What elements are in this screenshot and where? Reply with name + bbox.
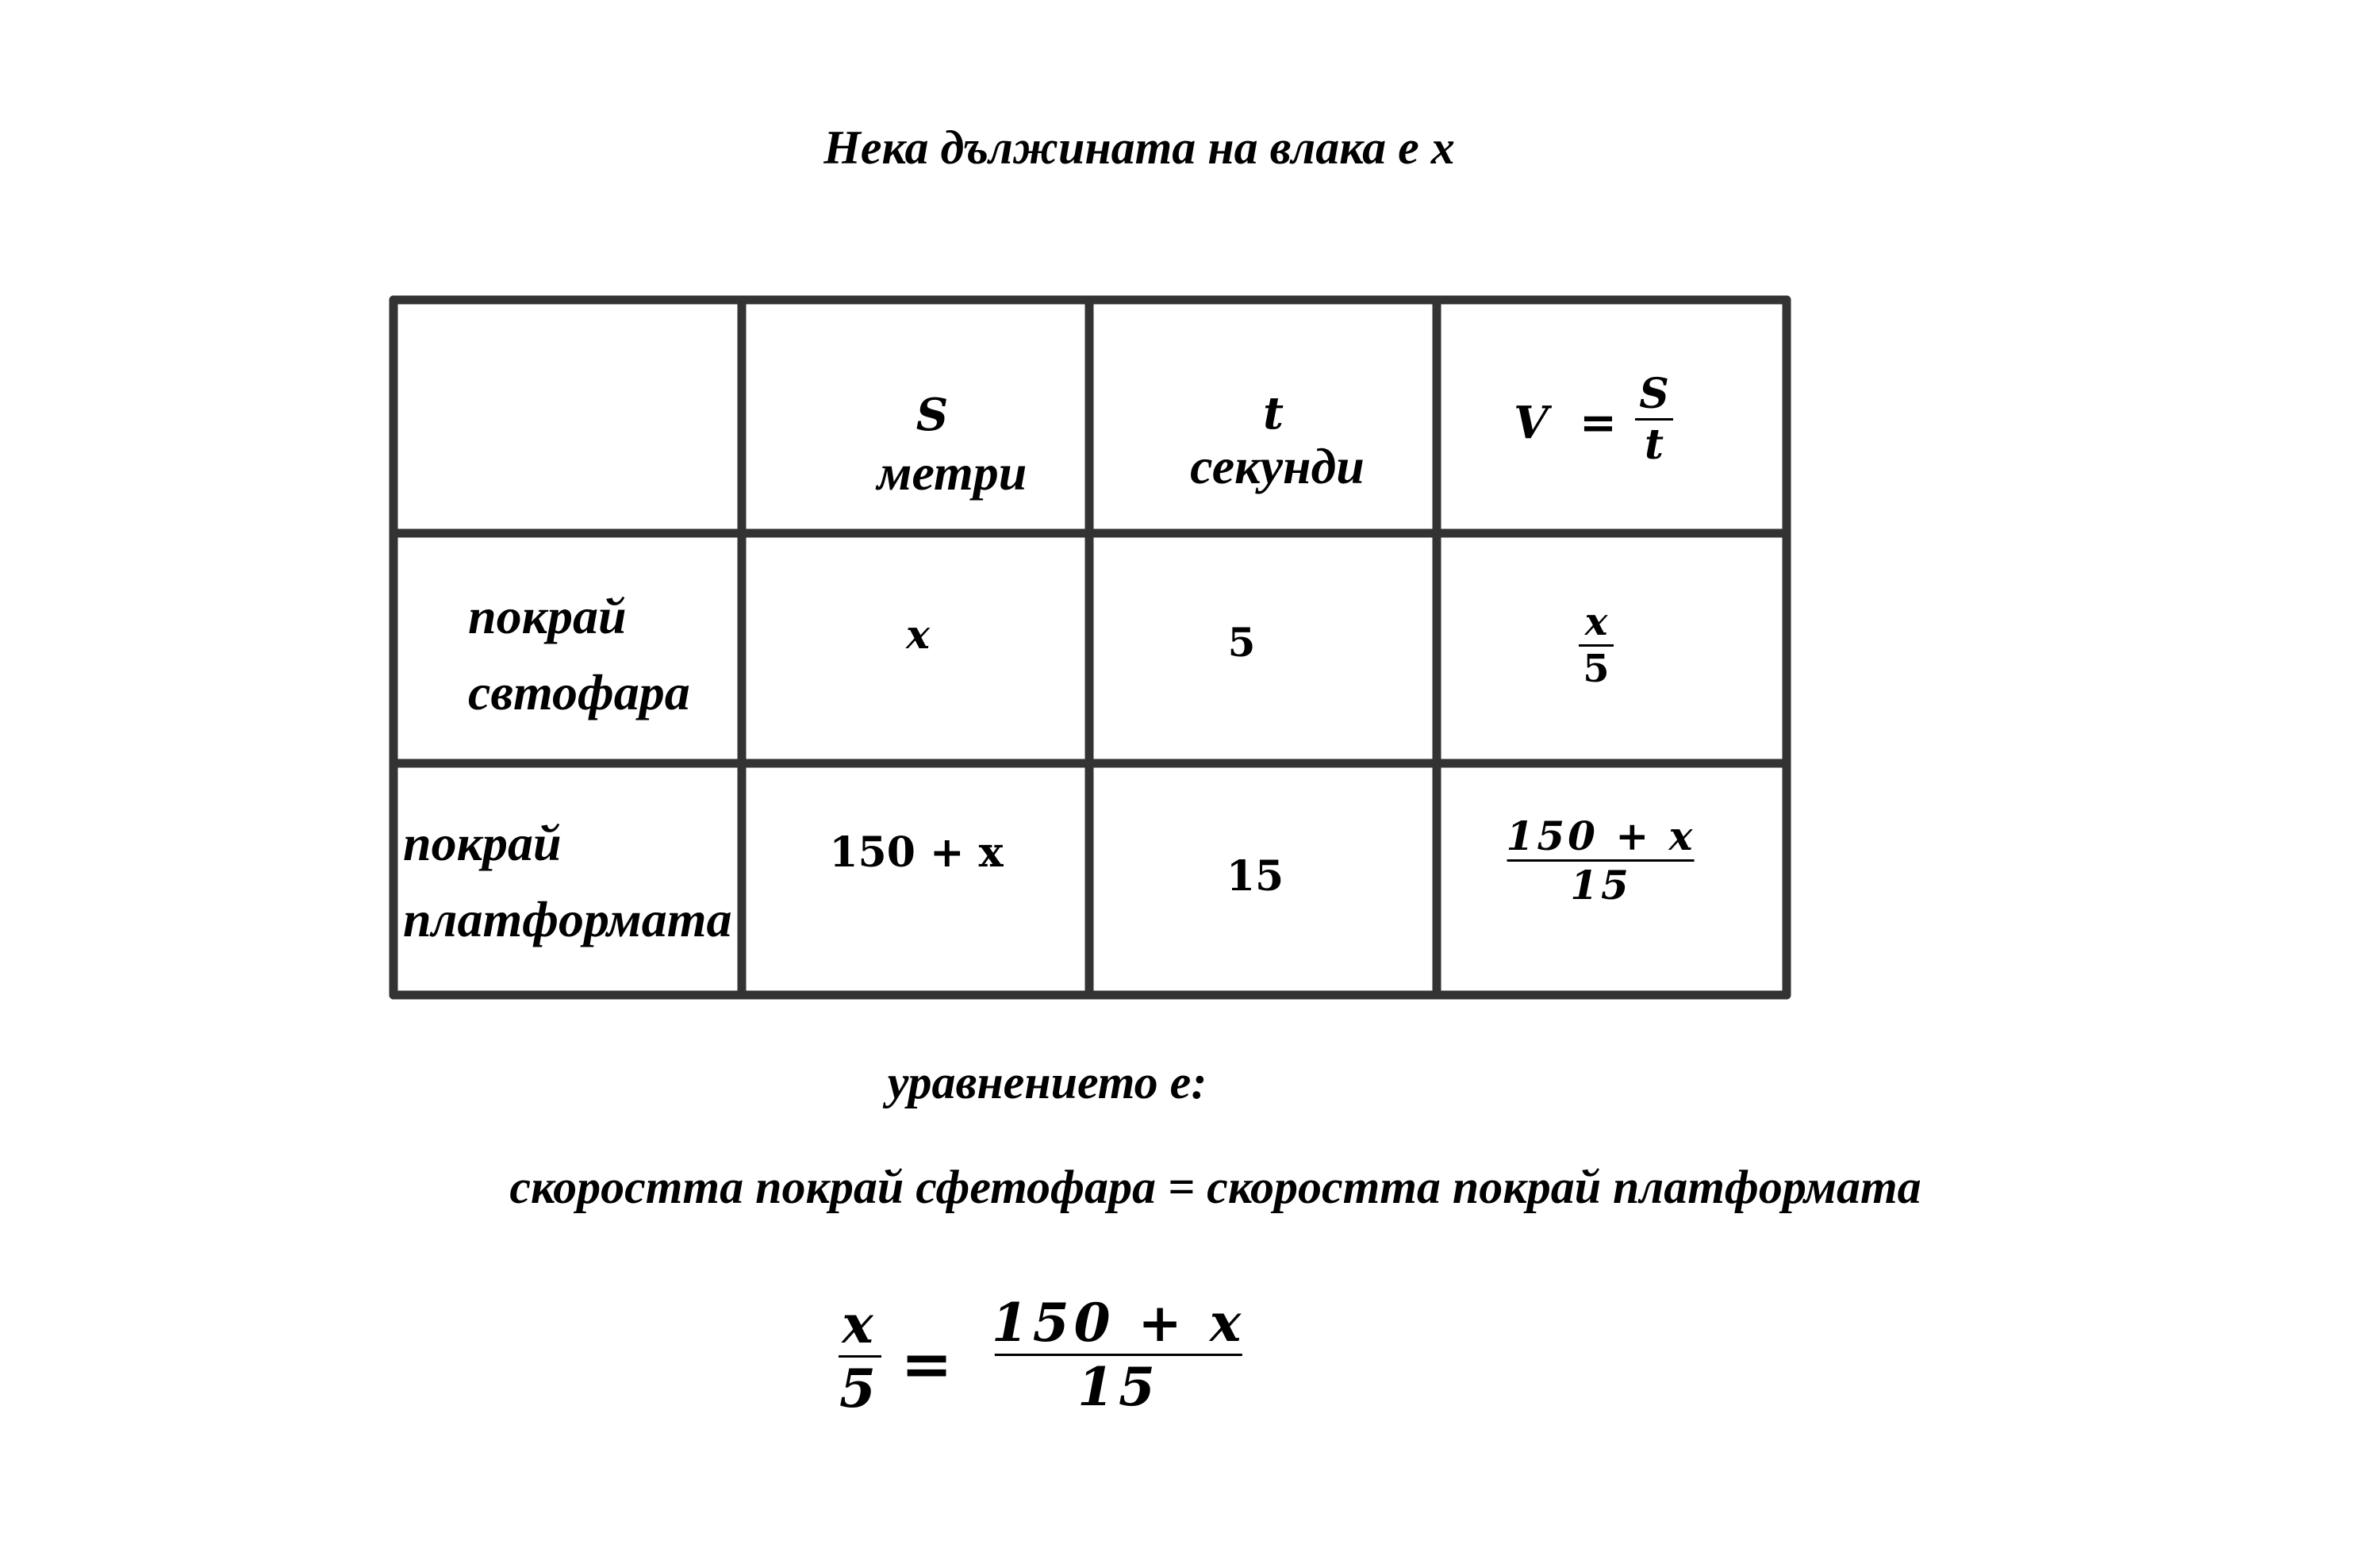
equation-rhs-fraction: [992, 1292, 1246, 1418]
header-t-symbol: t: [1263, 387, 1284, 440]
header-v-fraction: [1635, 370, 1673, 469]
row2-s-value: 150 + x: [829, 828, 1004, 877]
row2-v-numerator: 150 + x: [1506, 812, 1696, 859]
row2-label-line1: покрай: [403, 815, 562, 871]
header-s-unit: метри: [877, 444, 1027, 501]
equation-lhs-denominator: 5: [839, 1358, 881, 1419]
header-v-lhs: V =: [1514, 397, 1625, 449]
header-v-numerator: S: [1639, 370, 1669, 418]
header-v-denominator: t: [1644, 421, 1664, 469]
row1-v-denominator: 5: [1583, 647, 1610, 691]
equation-rhs-denominator: 15: [1077, 1356, 1160, 1418]
header-t-unit: секунди: [1190, 438, 1365, 494]
row2-label-line2: платформата: [403, 891, 732, 947]
row1-v-fraction: [1579, 600, 1614, 691]
equation-lhs-fraction: [839, 1293, 881, 1419]
equation-words: скоростта покрай сфетофара = скоростта покрай платформата: [509, 1161, 1921, 1213]
row1-v-numerator: x: [1584, 600, 1608, 644]
row1-s-value: x: [906, 611, 930, 658]
header-s-symbol: S: [916, 389, 949, 441]
row2-v-denominator: 15: [1570, 862, 1632, 909]
row1-label-line2: свтофара: [468, 664, 690, 720]
equation-lhs-numerator: x: [842, 1293, 878, 1355]
equation-equals: =: [900, 1328, 953, 1400]
equation-rhs-numerator: 150 + x: [991, 1292, 1246, 1354]
page-title: Нека дължината на влака е x: [823, 121, 1455, 174]
row1-t-value: 5: [1227, 619, 1256, 666]
row1-label-line1: покрай: [468, 588, 627, 644]
row2-v-fraction: [1507, 812, 1696, 909]
equation-label: уравнението е:: [887, 1056, 1207, 1108]
row2-t-value: 15: [1226, 852, 1284, 901]
